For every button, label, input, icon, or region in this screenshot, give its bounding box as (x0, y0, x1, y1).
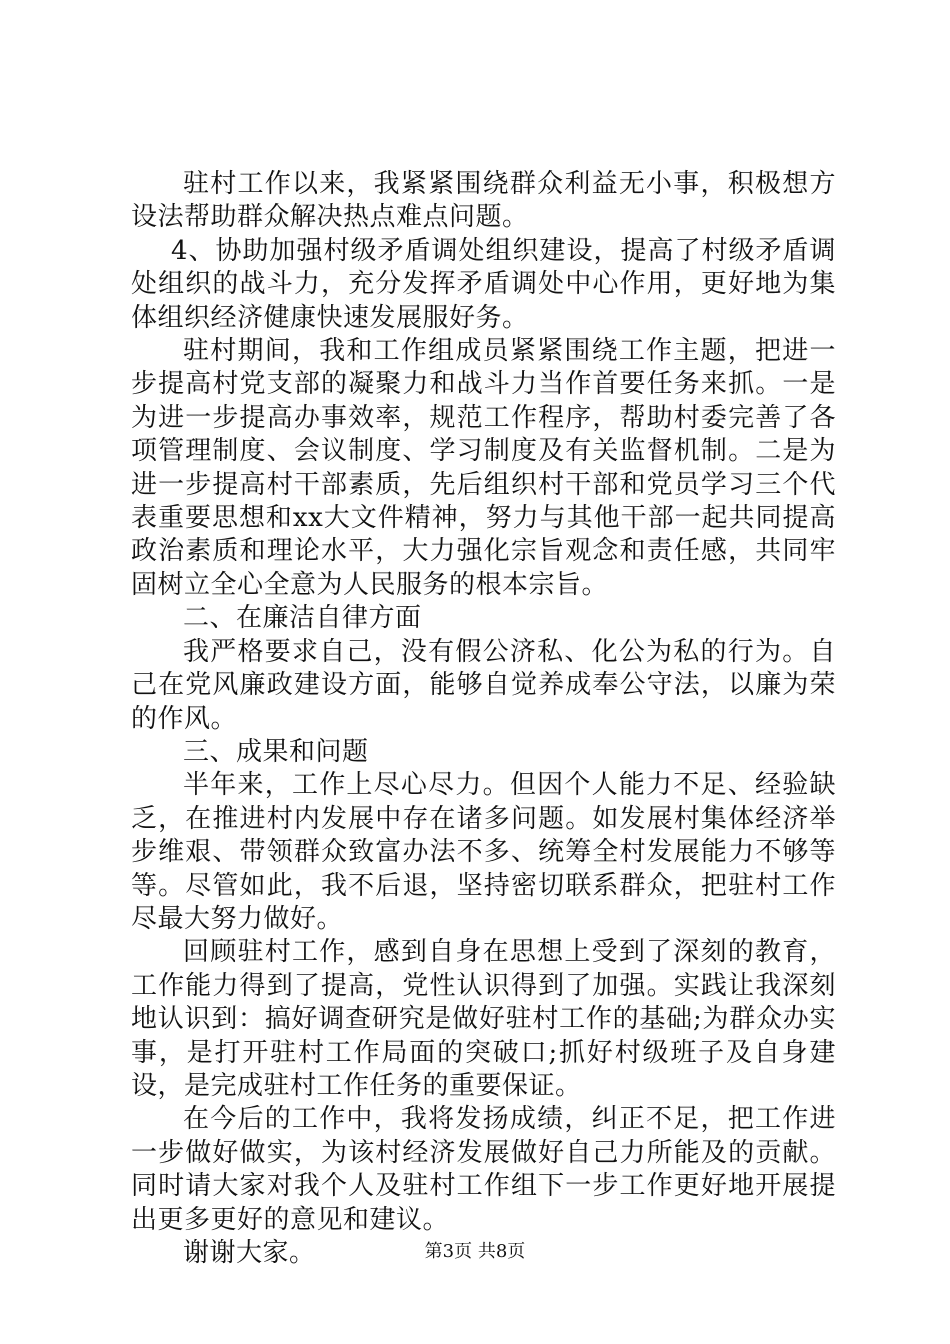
section-heading-results: 三、成果和问题 (183, 736, 369, 767)
paragraph-intro: 驻村工作以来，我紧紧围绕群众利益无小事，积极想方设法帮助群众解决热点难点问题。 (131, 169, 836, 233)
paragraph-party-building: 驻村期间，我和工作组成员紧紧围绕工作主题，把进一步提高村党支部的凝聚力和战斗力当作首要任务来抓。一是为进一步提高办事效率，规范工作程序，帮助村委完善了各项管理制度、会议制度、学习制度及有关监督机制。二是为进一步提高村干部素质，先后组织村干部和党员学习三个代表重要思想和xx大文件精神，努力与其他干部一起共同提高政治素质和理论水平，大力强化宗旨观念和责任感，共同牢固树立全心全意为人民服务的根本宗旨。 (131, 336, 836, 600)
paragraph-item-4: 4、协助加强村级矛盾调处组织建设，提高了村级矛盾调处组织的战斗力，充分发挥矛盾调处中心作用，更好地为集体组织经济健康快速发展服好务。 (131, 235, 836, 333)
paragraph-review: 回顾驻村工作，感到自身在思想上受到了深刻的教育，工作能力得到了提高，党性认识得到了加强。实践让我深刻地认识到：搞好调查研究是做好驻村工作的基础;为群众办实事，是打开驻村工作局面的突破口;抓好村级班子及自身建设，是完成驻村工作任务的重要保证。 (131, 937, 836, 1101)
page-number-footer: 第3页 共8页 (424, 1241, 526, 1262)
document-body (131, 168, 836, 1270)
paragraph-results: 半年来，工作上尽心尽力。但因个人能力不足、经验缺乏，在推进村内发展中存在诸多问题。如发展村集体经济举步维艰、带领群众致富办法不多、统筹全村发展能力不够等等。尽管如此，我不后退，坚持密切联系群众，把驻村工作尽最大努力做好。 (131, 770, 836, 934)
paragraph-future: 在今后的工作中，我将发扬成绩，纠正不足，把工作进一步做好做实，为该村经济发展做好自己力所能及的贡献。同时请大家对我个人及驻村工作组下一步工作更好地开展提出更多更好的意见和建议。 (131, 1104, 836, 1235)
section-heading-integrity: 二、在廉洁自律方面 (183, 603, 422, 634)
paragraph-thanks: 谢谢大家。 (183, 1238, 316, 1268)
paragraph-integrity: 我严格要求自己，没有假公济私、化公为私的行为。自己在党风廉政建设方面，能够自觉养成奉公守法，以廉为荣的作风。 (131, 636, 836, 734)
